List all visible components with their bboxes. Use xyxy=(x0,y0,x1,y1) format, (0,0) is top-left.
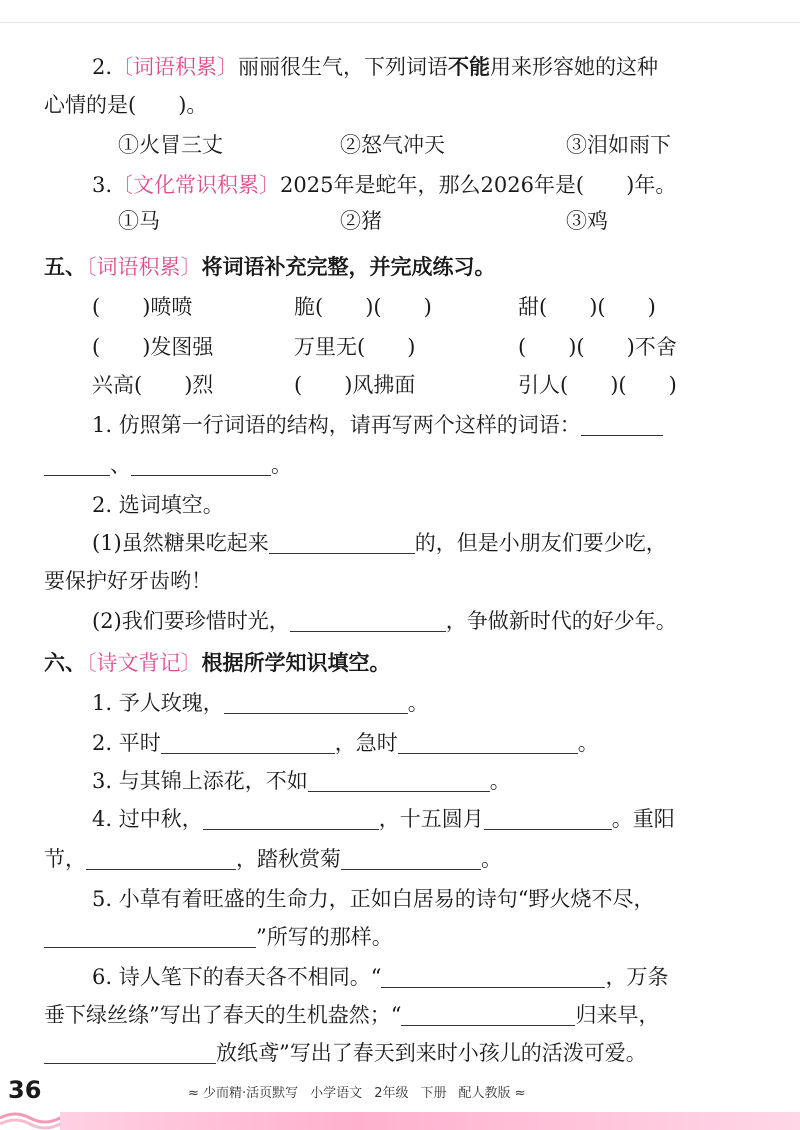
item-6-3 xyxy=(92,766,511,796)
exercise-text: 的，但是小朋友们要少吃， xyxy=(414,531,667,555)
exercise-5-2-1-line2: 要保护好牙齿哟！ xyxy=(44,569,212,593)
answer-blank[interactable] xyxy=(308,769,490,792)
section-title: 将词语补充完整，并完成练习。 xyxy=(201,255,496,279)
question-text: 用来形容她的这种 xyxy=(490,55,659,79)
option-c: ③泪如雨下 xyxy=(566,133,671,157)
item-text: 。重阳 xyxy=(611,807,675,831)
item-6-6 xyxy=(92,962,668,992)
word-item: ( )( )不舍 xyxy=(518,335,677,359)
item-6-4 xyxy=(92,804,675,834)
exercise-text: 1. 仿照第一行词语的结构，请再写两个这样的词语： xyxy=(92,413,581,437)
category-tag: 〔文化常识积累〕 xyxy=(112,173,281,197)
answer-blank[interactable] xyxy=(203,807,379,830)
answer-blank[interactable] xyxy=(44,1041,216,1064)
edition: 配人教版 ≈ xyxy=(458,1086,526,1101)
section-number: 六、 xyxy=(44,651,86,675)
section-title: 根据所学知识填空。 xyxy=(201,651,391,675)
question-3 xyxy=(92,170,676,200)
question-text: 丽丽很生气，下列词语 xyxy=(238,55,449,79)
book-series-info xyxy=(188,1082,538,1101)
section-5-heading xyxy=(44,252,496,282)
item-text: 垂下绿丝绦”写出了春天的生机盎然；“ xyxy=(44,1003,402,1027)
answer-blank[interactable] xyxy=(161,731,335,754)
question-2 xyxy=(92,52,658,82)
exercise-text: ，争做新时代的好少年。 xyxy=(445,609,677,633)
option-b: ②猪 xyxy=(340,209,382,233)
item-text: 放纸鸢”写出了春天到来时小孩儿的活泼可爱。 xyxy=(216,1041,647,1065)
word-item: ( )喷喷 xyxy=(92,295,193,319)
answer-blank[interactable] xyxy=(290,609,446,632)
item-text: ，急时 xyxy=(334,731,398,755)
answer-blank[interactable] xyxy=(131,453,271,476)
item-text: ，万条 xyxy=(605,965,669,989)
section-6-heading xyxy=(44,648,391,678)
category-tag: 〔诗文背记〕 xyxy=(86,651,202,675)
top-rule xyxy=(0,22,800,23)
grade: 2年级 xyxy=(374,1086,409,1101)
item-text: 2. 平时 xyxy=(92,731,161,755)
word-item: ( )风拂面 xyxy=(294,373,416,397)
section-number: 五、 xyxy=(44,255,86,279)
page-footer xyxy=(0,1068,800,1130)
word-item: ( )发图强 xyxy=(92,335,214,359)
question-number: 3. xyxy=(92,173,113,197)
exercise-text: (2)我们要珍惜时光， xyxy=(92,609,290,633)
answer-blank[interactable] xyxy=(44,925,256,948)
exercise-5-1-line2 xyxy=(44,450,292,480)
answer-blank[interactable] xyxy=(224,691,408,714)
answer-blank[interactable] xyxy=(484,807,612,830)
answer-blank[interactable] xyxy=(86,847,236,870)
item-6-5-line2 xyxy=(44,922,393,952)
item-6-6-line2 xyxy=(44,1000,659,1030)
volume: 下册 xyxy=(420,1086,447,1101)
separator: 、 xyxy=(110,453,131,477)
item-text: 1. 予人玫瑰， xyxy=(92,691,224,715)
exercise-5-2-2 xyxy=(92,606,677,636)
answer-blank[interactable] xyxy=(269,531,415,554)
exercise-5-2-1 xyxy=(92,528,667,558)
series-name: ≈ 少而精·活页默写 xyxy=(188,1086,299,1101)
page-number: 36 xyxy=(8,1076,42,1104)
decorative-pink-band xyxy=(60,1112,800,1130)
item-6-5: 5. 小草有着旺盛的生命力，正如白居易的诗句“野火烧不尽， xyxy=(92,887,655,911)
exercise-5-1 xyxy=(92,410,663,440)
option-a: ①火冒三丈 xyxy=(118,133,223,157)
period: 。 xyxy=(481,847,502,871)
subject: 小学语文 xyxy=(310,1086,363,1101)
word-item: 甜( )( ) xyxy=(518,295,656,319)
period: 。 xyxy=(407,691,429,715)
item-6-4-line2 xyxy=(44,844,502,874)
question-text: 2025年是蛇年，那么2026年是( )年。 xyxy=(280,173,677,197)
item-6-6-line3 xyxy=(44,1038,647,1068)
item-text: 6. 诗人笔下的春天各不相同。“ xyxy=(92,965,382,989)
option-c: ③鸡 xyxy=(566,209,608,233)
word-item: 兴高( )烈 xyxy=(92,373,214,397)
answer-blank[interactable] xyxy=(44,453,110,476)
item-text: ，踏秋赏菊 xyxy=(236,847,341,871)
word-item: 引人( )( ) xyxy=(518,373,677,397)
period: 。 xyxy=(577,731,599,755)
answer-blank[interactable] xyxy=(581,413,663,436)
question-2-line2: 心情的是( )。 xyxy=(44,93,208,117)
exercise-text: (1)虽然糖果吃起来 xyxy=(92,531,269,555)
question-number: 2. xyxy=(92,55,113,79)
item-text: 节， xyxy=(44,847,86,871)
answer-blank[interactable] xyxy=(381,965,605,988)
answer-blank[interactable] xyxy=(398,731,578,754)
category-tag: 〔词语积累〕 xyxy=(86,255,202,279)
period: 。 xyxy=(271,453,292,477)
word-item: 脆( )( ) xyxy=(294,295,432,319)
word-item: 万里无( ) xyxy=(294,335,416,359)
option-a: ①马 xyxy=(118,209,160,233)
period: 。 xyxy=(489,769,511,793)
item-6-2 xyxy=(92,728,599,758)
item-text: 3. 与其锦上添花，不如 xyxy=(92,769,308,793)
option-b: ②怒气冲天 xyxy=(340,133,445,157)
emphasis-text: 不能 xyxy=(448,55,491,79)
item-6-1 xyxy=(92,688,429,718)
item-text: ”所写的那样。 xyxy=(256,925,393,949)
item-text: ，十五圆月 xyxy=(378,807,484,831)
item-text: 归来早， xyxy=(575,1003,660,1027)
answer-blank[interactable] xyxy=(401,1003,575,1026)
item-text: 4. 过中秋， xyxy=(92,807,203,831)
category-tag: 〔词语积累〕 xyxy=(112,55,239,79)
exercise-5-2: 2. 选词填空。 xyxy=(92,493,224,517)
answer-blank[interactable] xyxy=(341,847,481,870)
